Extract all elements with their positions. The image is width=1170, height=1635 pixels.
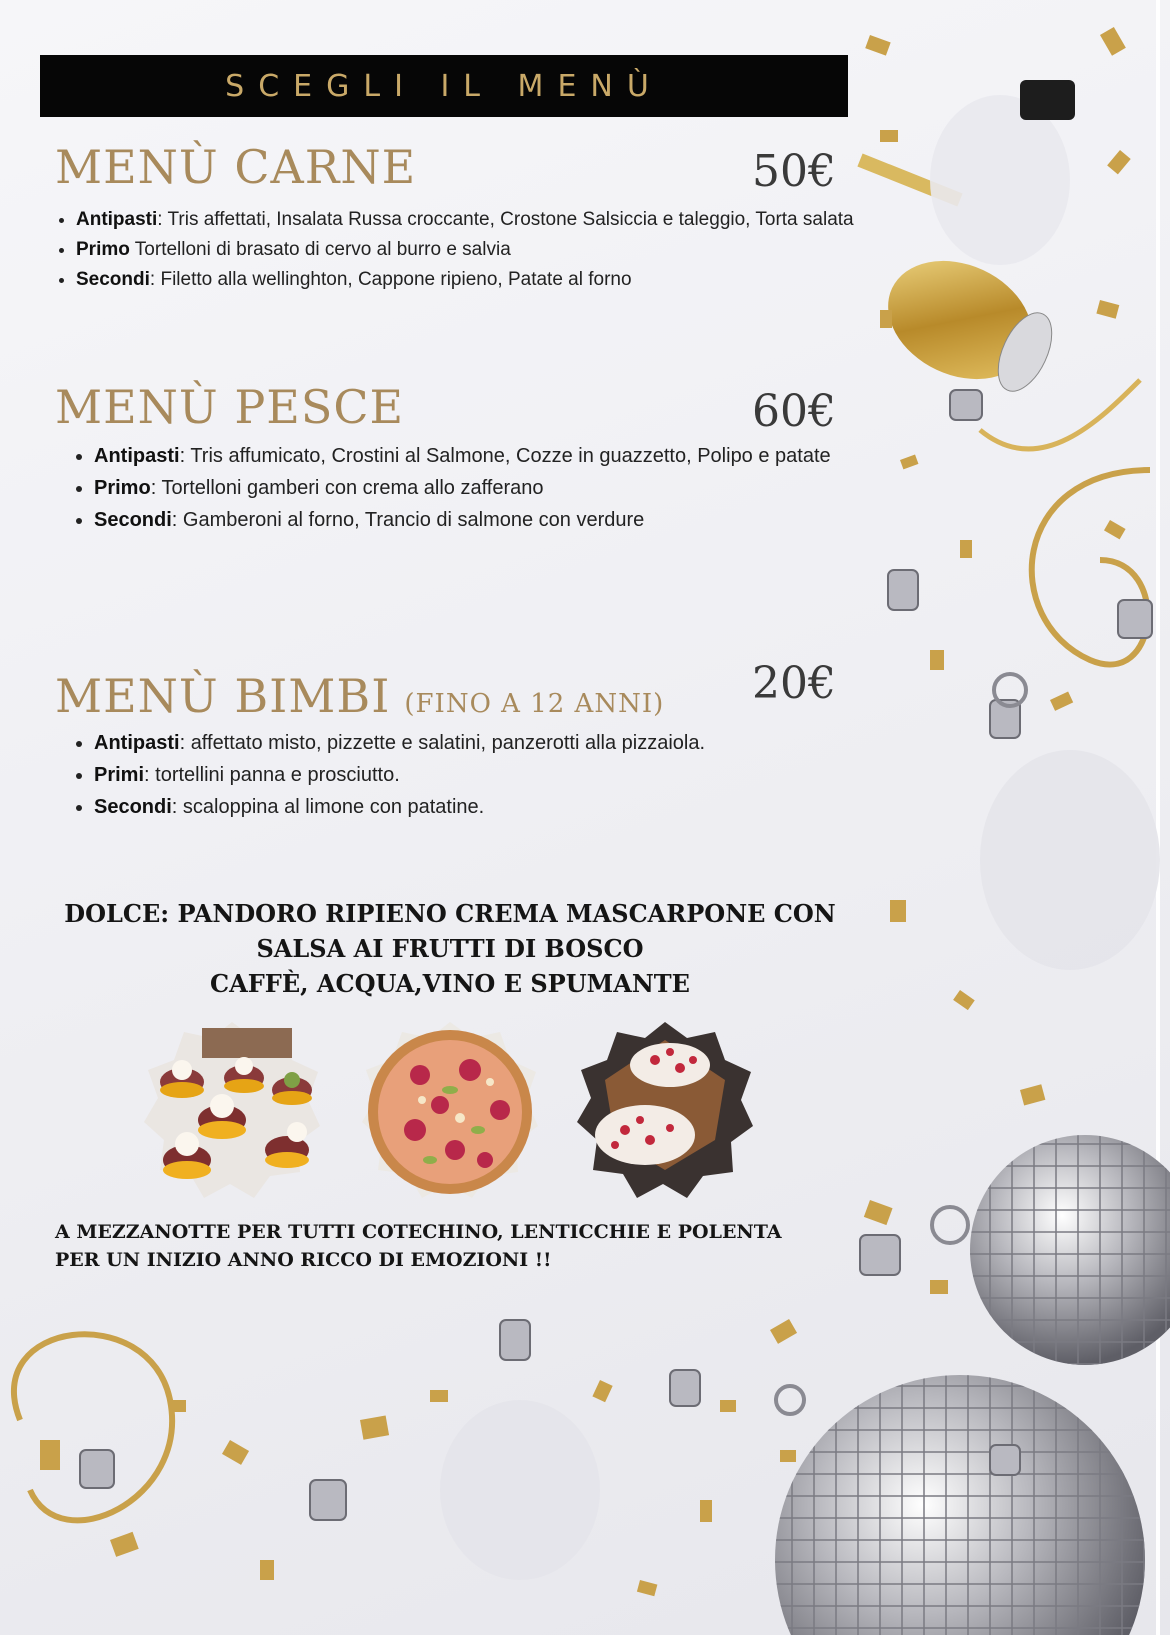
item-label: Antipasti: [76, 209, 158, 230]
menu-bimbi-items: [70, 727, 734, 823]
item-label: Antipasti: [94, 445, 180, 467]
pandoro-dessert-photo: [575, 1020, 755, 1200]
item-sep: :: [179, 445, 191, 467]
item-label: Primo: [76, 239, 130, 260]
item-text: Tris affumicato, Crostini al Salmone, Cozze in guazzetto, Polipo e patate: [190, 445, 831, 467]
dolce-line-1: DOLCE: PANDORO RIPIENO CREMA MASCARPONE CON: [64, 899, 836, 928]
item-sep: :: [144, 764, 156, 786]
menu-header-banner: [40, 55, 848, 117]
banner-title: SCEGLI IL MENÙ: [225, 68, 663, 104]
item-label: Primo: [94, 477, 151, 499]
list-item: [94, 791, 734, 823]
list-item: [94, 504, 874, 536]
menu-pesce-title: [55, 380, 405, 434]
item-text: Gamberoni al forno, Trancio di salmone con verdure: [182, 509, 645, 531]
menu-pesce-title-text: MENÙ PESCE: [55, 380, 405, 434]
midnight-note: [55, 1218, 782, 1274]
menu-carne-title: [55, 140, 417, 194]
list-item: [76, 265, 856, 295]
list-item: [94, 440, 874, 472]
menu-bimbi-price: 20€: [752, 658, 836, 709]
appetizer-bites-photo: [142, 1020, 322, 1200]
item-text: affettato misto, pizzette e salatini, panzerotti alla pizzaiola.: [190, 732, 706, 754]
midnight-note-line-1: A MEZZANOTTE PER TUTTI COTECHINO, LENTICCHIE E POLENTA: [55, 1221, 782, 1243]
item-text: tortellini panna e prosciutto.: [155, 764, 400, 786]
menu-bimbi-title: [55, 669, 665, 723]
item-text: Tortelloni di brasato di cervo al burro e salvia: [134, 239, 511, 260]
fish-tart-photo: [360, 1020, 540, 1200]
list-item: [76, 205, 856, 235]
menu-carne-price: 50€: [752, 146, 836, 197]
menu-carne-items: [52, 205, 856, 295]
item-label: Primi: [94, 764, 145, 786]
item-sep: :: [150, 477, 162, 499]
list-item: [94, 727, 734, 759]
menu-bimbi-title-text: MENÙ BIMBI: [55, 669, 391, 723]
item-label: Antipasti: [94, 732, 180, 754]
list-item: [76, 235, 856, 265]
menu-pesce-items: [70, 440, 874, 536]
item-label: Secondi: [76, 269, 150, 290]
menu-bimbi-subtitle: (FINO A 12 ANNI): [404, 689, 665, 719]
item-text: Tris affettati, Insalata Russa croccante, Crostone Salsiccia e taleggio, Torta salata: [167, 209, 854, 230]
item-label: Secondi: [94, 796, 172, 818]
item-label: Secondi: [94, 509, 172, 531]
menu-pesce-price: 60€: [752, 386, 836, 437]
midnight-note-line-2: PER UN INIZIO ANNO RICCO DI EMOZIONI !!: [55, 1249, 552, 1271]
item-text: Filetto alla wellinghton, Cappone ripieno, Patate al forno: [160, 269, 632, 290]
item-sep: :: [157, 209, 168, 230]
dolce-line-2: SALSA AI FRUTTI DI BOSCO: [256, 934, 644, 963]
list-item: [94, 759, 734, 791]
menu-carne-title-text: MENÙ CARNE: [55, 140, 417, 194]
dolce-section: [40, 896, 860, 1001]
item-text: scaloppina al limone con patatine.: [182, 796, 485, 818]
item-sep: :: [179, 732, 191, 754]
item-sep: :: [171, 509, 183, 531]
dolce-line-3: CAFFÈ, ACQUA,VINO E SPUMANTE: [210, 969, 690, 998]
item-text: Tortelloni gamberi con crema allo zafferano: [161, 477, 544, 499]
item-sep: :: [149, 269, 161, 290]
item-sep: :: [171, 796, 183, 818]
list-item: [94, 472, 874, 504]
